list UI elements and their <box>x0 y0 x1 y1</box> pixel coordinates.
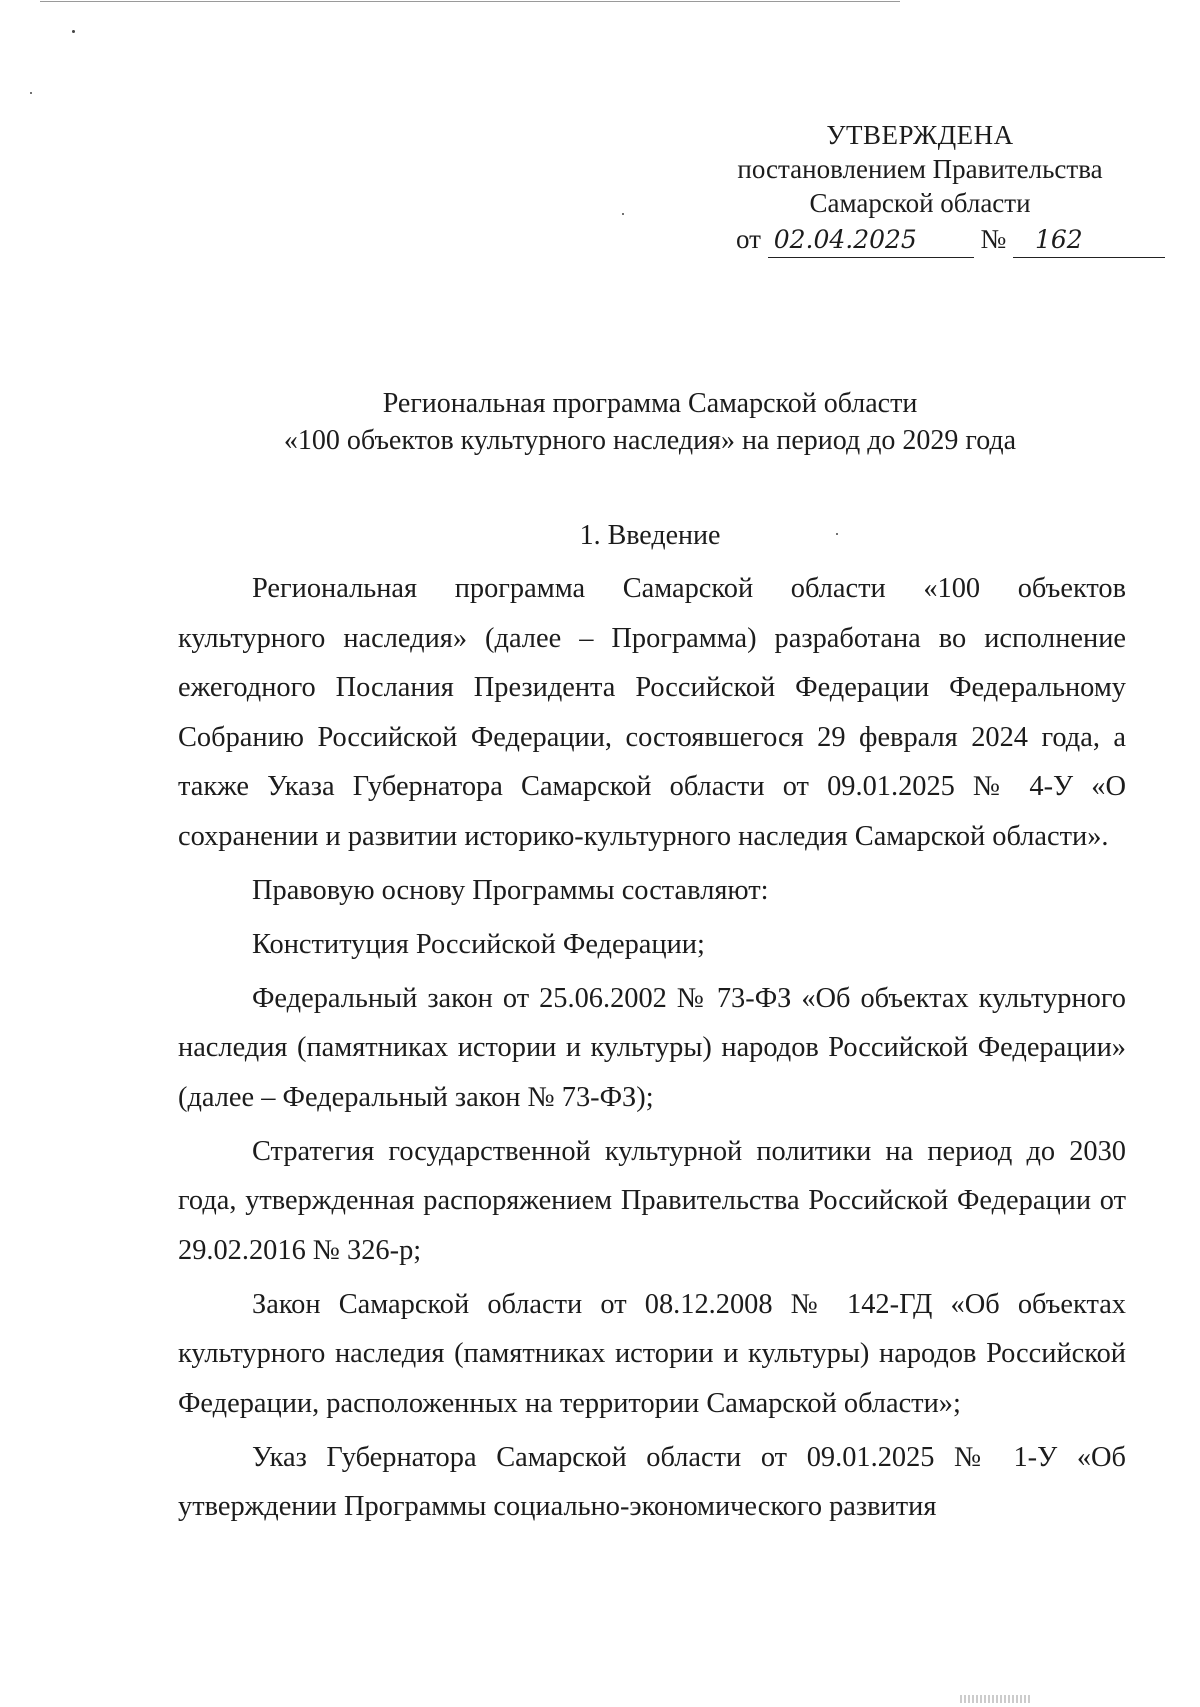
paragraph: Федеральный закон от 25.06.2002 № 73-ФЗ «Об объектах культурного наследия (памятниках истории и культуры) народов Российской Федерации» (далее – Федеральный закон № 73-ФЗ); <box>178 982 1126 1113</box>
document-body <box>178 564 1126 1532</box>
document-title-line-2: «100 объектов культурного наследия» на период до 2029 года <box>283 425 1017 456</box>
approval-title: УТВЕРЖДЕНА <box>826 120 1014 150</box>
scan-top-edge <box>40 1 900 2</box>
scan-speck <box>622 213 624 215</box>
paragraph: Стратегия государственной культурной политики на период до 2030 года, утвержденная распоряжением Правительства Российской Федерации от 29.02.2016 № 326-р; <box>178 1135 1126 1266</box>
scan-speck <box>30 92 32 94</box>
handwritten-number: 162 <box>1013 223 1165 258</box>
paragraph: Региональная программа Самарской области «100 объектов культурного наследия» (далее – Программа) разработана во исполнение ежегодного Послания Президента Российской Федерации Федеральному Собранию Российской Федерации, состоявшегося 29 февраля 2024 года, а также Указа Губернатора Самарской области от 09.01.2025 № 4-У «О сохранении и развитии историко-культурного наследия Самарской области». <box>178 573 1126 852</box>
approval-stamp <box>700 118 1140 258</box>
document-title <box>170 385 1130 459</box>
approval-date-line <box>700 222 1140 258</box>
paragraph: Правовую основу Программы составляют: <box>252 874 769 906</box>
scan-smudge <box>960 1695 1030 1703</box>
approval-line-2: Самарской области <box>809 188 1031 218</box>
paragraph: Конституция Российской Федерации; <box>252 928 705 960</box>
handwritten-date: 02.04.2025 <box>768 223 974 258</box>
paragraph: Закон Самарской области от 08.12.2008 № 142-ГД «Об объектах культурного наследия (памятниках истории и культуры) народов Российской Федерации, расположенных на территории Самарской области»; <box>178 1288 1126 1419</box>
document-title-line-1: Региональная программа Самарской области <box>382 388 918 419</box>
scan-speck <box>72 30 75 33</box>
paragraph: Указ Губернатора Самарской области от 09.01.2025 № 1-У «Об утверждении Программы социально-экономического развития <box>178 1441 1126 1522</box>
date-prefix: от <box>736 224 761 254</box>
section-heading: 1. Введение <box>579 520 721 551</box>
approval-line-1: постановлением Правительства <box>737 154 1103 184</box>
number-sign: № <box>980 224 1007 254</box>
